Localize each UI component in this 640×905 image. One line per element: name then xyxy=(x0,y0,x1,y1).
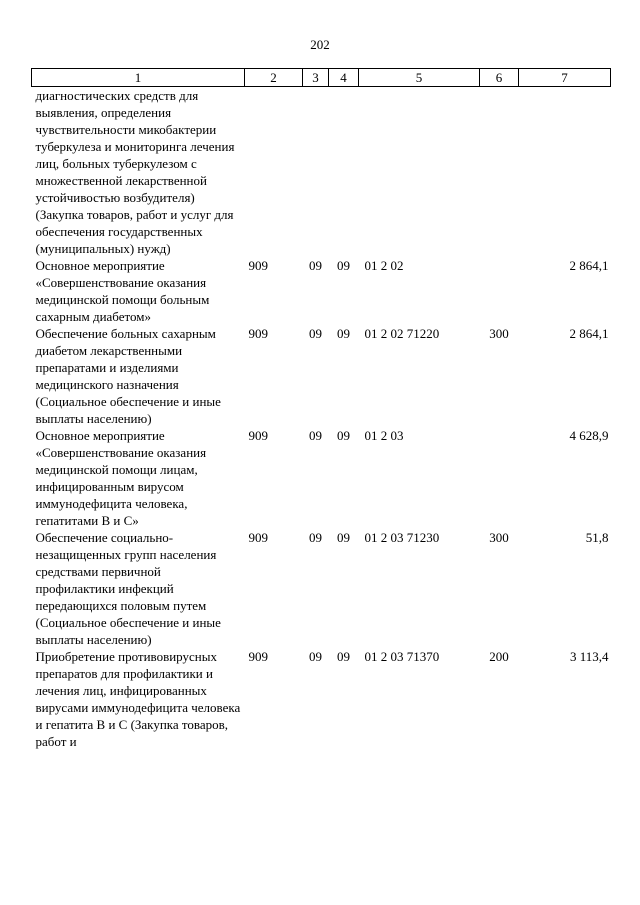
row-amount: 51,8 xyxy=(585,530,609,545)
row-section: 09 xyxy=(309,428,322,443)
row-amount: 3 113,4 xyxy=(569,649,609,664)
row-type xyxy=(480,257,519,325)
row-subsection: 09 xyxy=(337,649,350,664)
table-row xyxy=(32,648,611,750)
table-row xyxy=(32,87,611,258)
header-cell-6: 6 xyxy=(480,69,519,87)
table-header-row xyxy=(32,69,611,87)
budget-table xyxy=(31,68,611,750)
row-name: Основное мероприятие «Совершенствование оказания медицинской помощи больным сахарным диабетом» xyxy=(35,258,210,324)
row-subsection: 09 xyxy=(337,258,350,273)
row-ministry: 909 xyxy=(248,428,268,443)
table-row xyxy=(32,529,611,648)
row-ministry: 909 xyxy=(248,258,268,273)
header-cell-7: 7 xyxy=(519,69,611,87)
row-name: Приобретение противовирусных препаратов для профилактики и лечения лиц, инфицированных вирусами иммунодефицита человека и гепатита В и С (Закупка товаров, работ и xyxy=(35,649,241,749)
row-subsection: 09 xyxy=(337,530,350,545)
row-section: 09 xyxy=(309,649,322,664)
table-row xyxy=(32,427,611,529)
row-target: 01 2 03 71230 xyxy=(364,530,440,545)
row-ministry: 909 xyxy=(248,530,268,545)
row-type: 300 xyxy=(489,326,509,341)
row-type: 200 xyxy=(489,649,509,664)
row-ministry: 909 xyxy=(248,649,268,664)
row-target: 01 2 02 xyxy=(364,258,404,273)
row-target: 01 2 03 71370 xyxy=(364,649,440,664)
page-number: 202 xyxy=(310,37,330,52)
row-name: Обеспечение социально-незащищенных групп населения средствами первичной профилактики инфекций передающихся половым путем (Социальное обеспечение и иные выплаты населению) xyxy=(35,530,221,647)
row-subsection: 09 xyxy=(337,326,350,341)
row-section xyxy=(303,87,329,258)
header-cell-1: 1 xyxy=(32,69,245,87)
row-target: 01 2 02 71220 xyxy=(364,326,440,341)
header-cell-3: 3 xyxy=(303,69,329,87)
row-amount: 4 628,9 xyxy=(569,428,609,443)
row-type xyxy=(480,427,519,529)
row-subsection xyxy=(329,87,359,258)
row-type xyxy=(480,87,519,258)
row-amount: 2 864,1 xyxy=(569,258,609,273)
row-target xyxy=(359,87,480,258)
row-amount: 2 864,1 xyxy=(569,326,609,341)
header-cell-2: 2 xyxy=(245,69,303,87)
row-ministry xyxy=(245,87,303,258)
header-cell-4: 4 xyxy=(329,69,359,87)
row-type: 300 xyxy=(489,530,509,545)
row-amount xyxy=(519,87,611,258)
row-subsection: 09 xyxy=(337,428,350,443)
row-section: 09 xyxy=(309,258,322,273)
table-row xyxy=(32,325,611,427)
row-target: 01 2 03 xyxy=(364,428,404,443)
row-name: диагностических средств для выявления, определения чувствительности микобактерии туберкулеза и мониторинга лечения лиц, больных туберкулезом с множественной лекарственной устойчивостью возбудителя) (Закупка товаров, работ и услуг для обеспечения государственных (муниципальных) нужд) xyxy=(35,88,235,256)
row-name: Основное мероприятие «Совершенствование оказания медицинской помощи лицам, инфицированным вирусом иммунодефицита человека, гепатитами В и С» xyxy=(35,428,207,528)
row-ministry: 909 xyxy=(248,326,268,341)
row-name: Обеспечение больных сахарным диабетом лекарственными препаратами и изделиями медицинского назначения (Социальное обеспечение и иные выплаты населению) xyxy=(35,326,221,426)
row-section: 09 xyxy=(309,530,322,545)
header-cell-5: 5 xyxy=(359,69,480,87)
table-row xyxy=(32,257,611,325)
row-section: 09 xyxy=(309,326,322,341)
